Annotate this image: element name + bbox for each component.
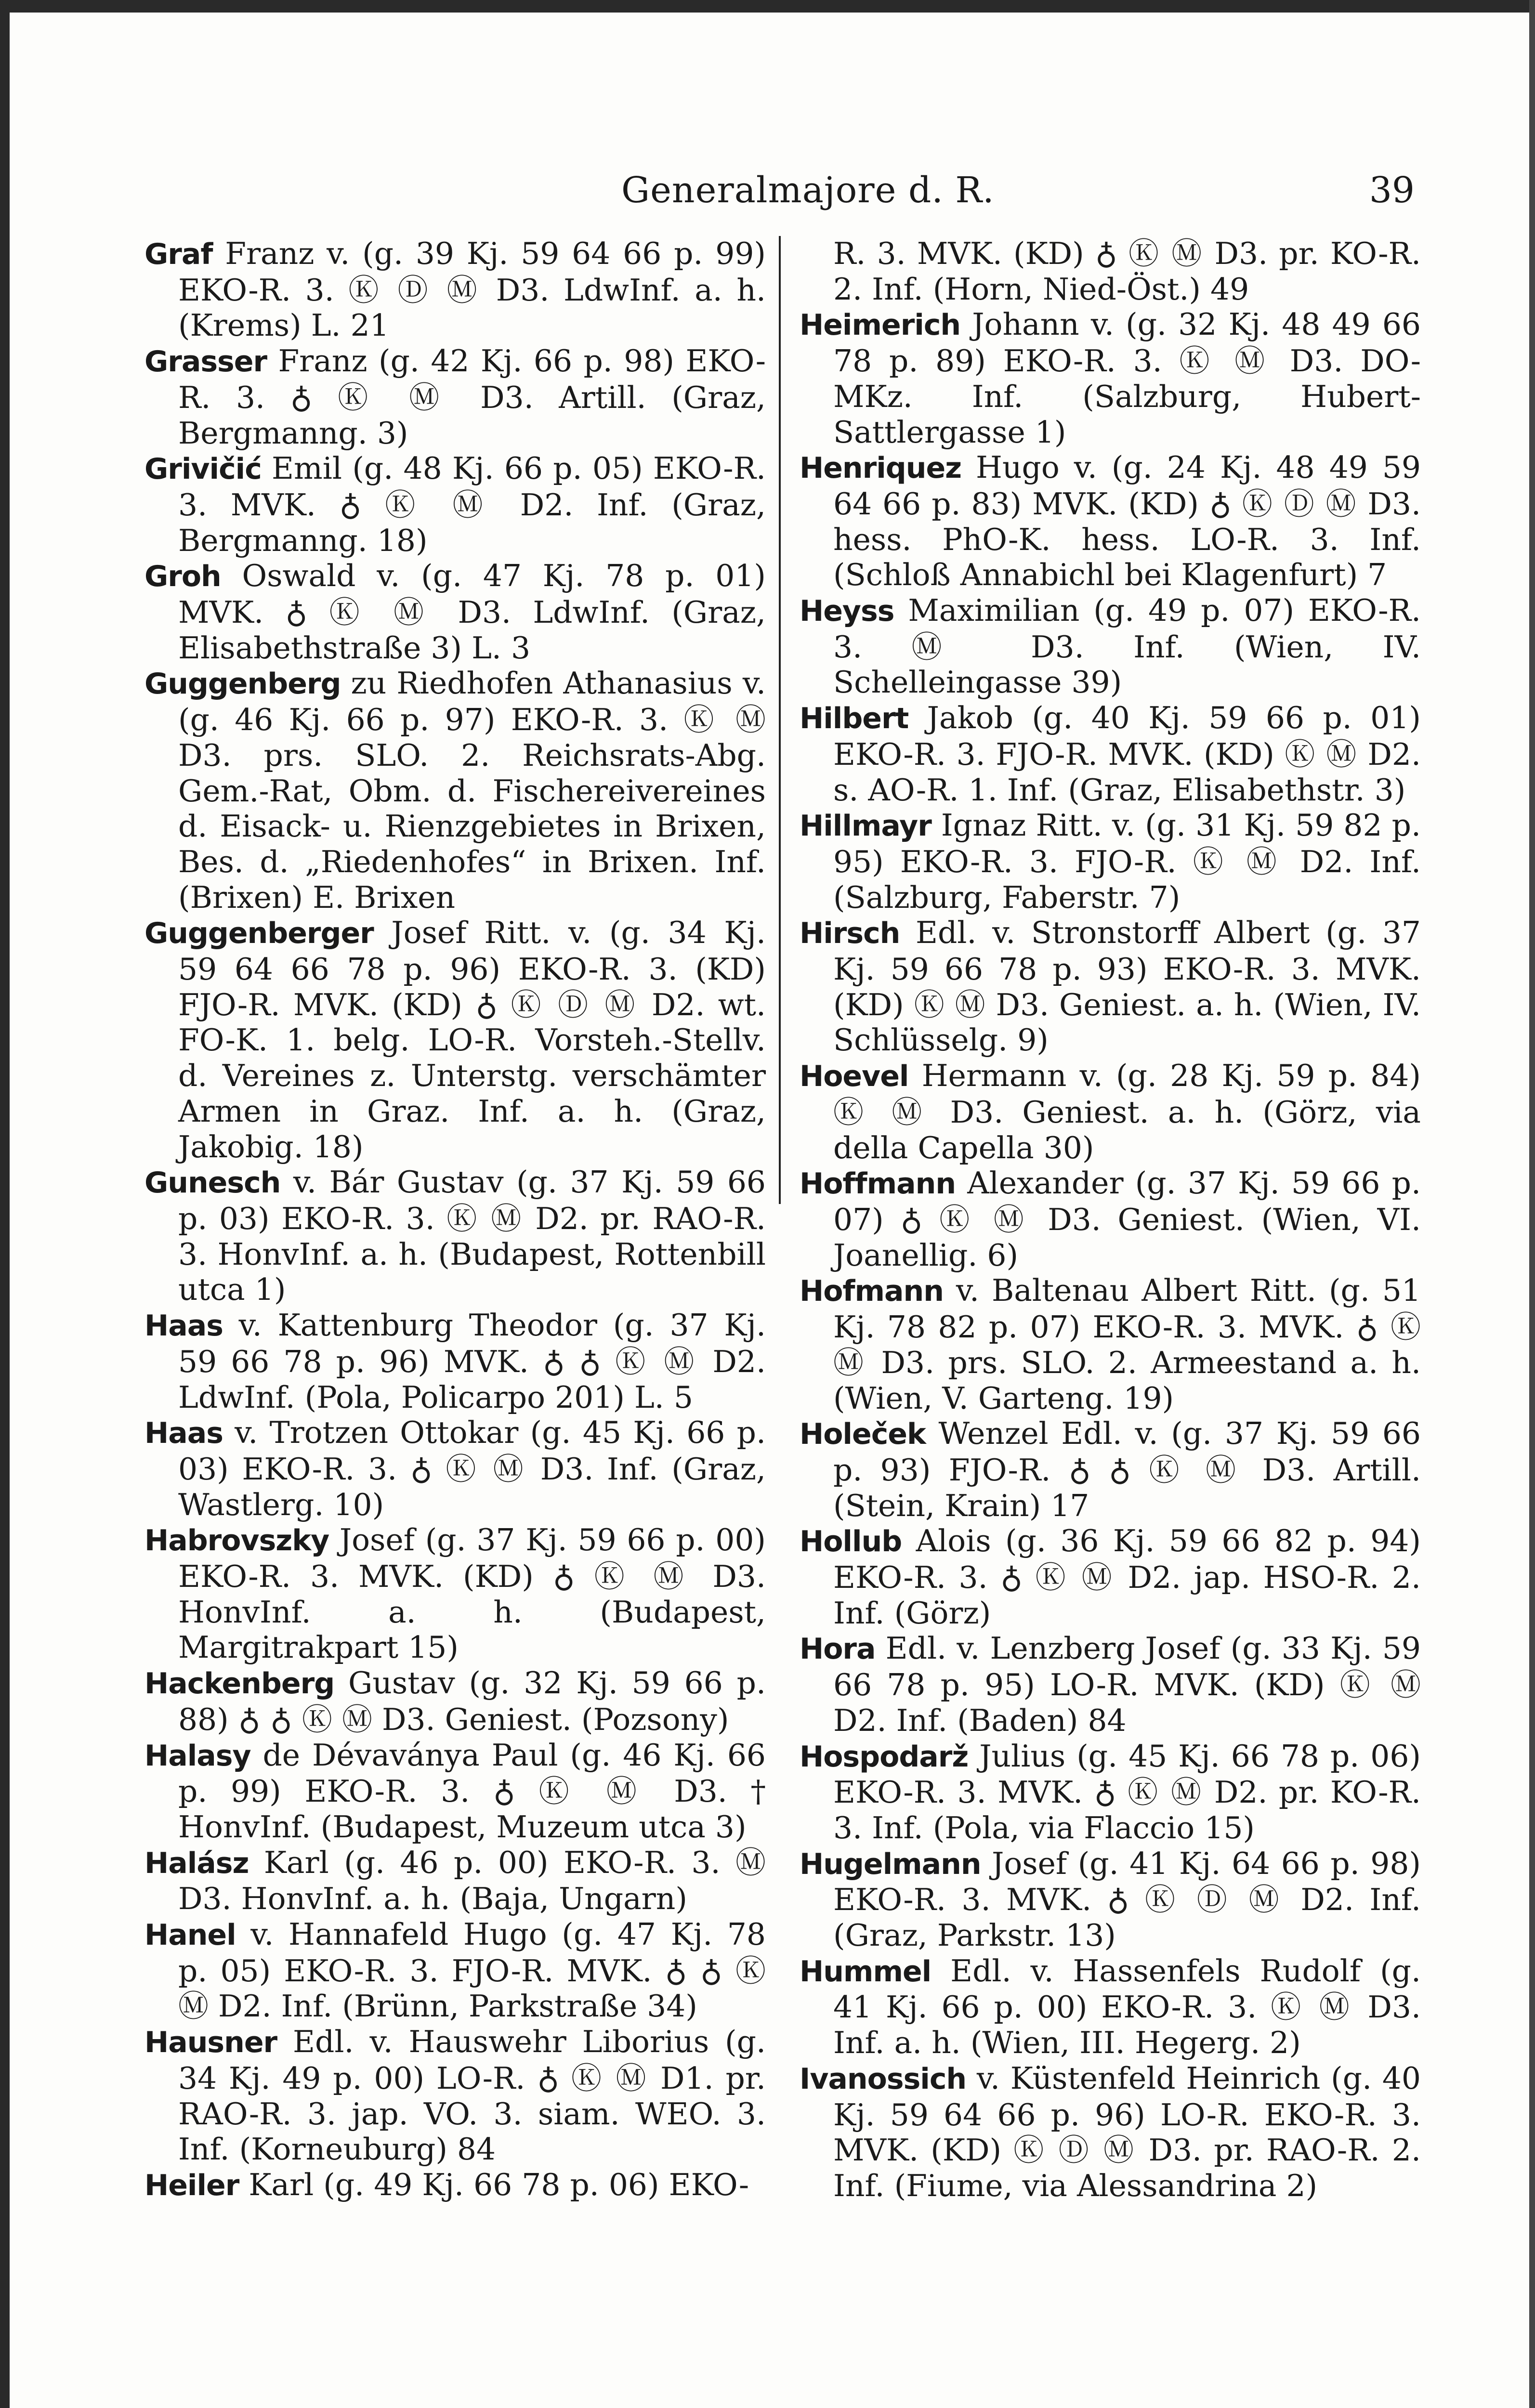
directory-entry (144, 1415, 766, 1522)
directory-entry (800, 1739, 1421, 1846)
directory-entry (800, 1953, 1421, 2061)
directory-entry (144, 343, 766, 451)
entry-surname: Holeček (800, 1417, 926, 1452)
entry-surname: Hackenberg (144, 1667, 335, 1701)
entry-surname: Gunesch (144, 1166, 281, 1200)
directory-entry (800, 450, 1421, 593)
directory-entry (144, 451, 766, 558)
entry-surname: Guggenberger (144, 916, 374, 951)
page-number: 39 (1369, 170, 1415, 211)
entry-surname: Hoffmann (800, 1167, 956, 1201)
directory-entry (144, 1308, 766, 1415)
directory-entry (800, 1273, 1421, 1416)
entry-details: Josef (g. 41 Kj. 64 66 p. 98) EKO-R. 3. MVK. ♁ Ⓚ Ⓓ Ⓜ D2. Inf. (Graz, Parkstr. 13) (833, 1845, 1421, 1953)
entry-details: R. 3. MVK. (KD) ♁ Ⓚ Ⓜ D3. pr. KO-R. 2. Inf. (Horn, Nied-Öst.) 49 (833, 236, 1421, 307)
scan-edge-right (1529, 0, 1535, 2408)
entry-surname: Hillmayr (800, 809, 931, 843)
entry-details: Edl. v. Hauswehr Liborius (g. 34 Kj. 49 p. 00) LO-R. ♁ Ⓚ Ⓜ D1. pr. RAO-R. 3. jap. VO. 3. siam. WEO. 3. Inf. (Korneuburg) 84 (178, 2024, 766, 2167)
right-column (800, 236, 1421, 2204)
entry-details: v. Baltenau Albert Ritt. (g. 51 Kj. 78 82 p. 07) EKO-R. 3. MVK. ♁ Ⓚ Ⓜ D3. prs. SLO. 2. Armeestand a. h. (Wien, V. Garteng. 19) (833, 1273, 1421, 1416)
entry-details: Hermann v. (g. 28 Kj. 59 p. 84) Ⓚ Ⓜ D3. Geniest. a. h. (Görz, via della Capella 30) (833, 1058, 1421, 1165)
entry-details: Josef Ritt. v. (g. 34 Kj. 59 64 66 78 p. 96) EKO-R. 3. (KD) FJO-R. MVK. (KD) ♁ Ⓚ Ⓓ Ⓜ D2. wt. FO-K. 1. belg. LO-R. Vorsteh.-Stellv. d. Vereines z. Unterstg. verschämter Armen in Graz. Inf. a. h. (Graz, Jakobig. 18) (178, 915, 766, 1165)
directory-entry (800, 1165, 1421, 1273)
entry-details: v. Kattenburg Theodor (g. 37 Kj. 59 66 78 p. 96) MVK. ♁ ♁ Ⓚ Ⓜ D2. LdwInf. (Pola, Policarpo 201) L. 5 (178, 1308, 766, 1415)
entry-surname: Grasser (144, 345, 267, 379)
left-column (144, 236, 766, 2204)
entry-details: Edl. v. Lenzberg Josef (g. 33 Kj. 59 66 78 p. 95) LO-R. MVK. (KD) Ⓚ Ⓜ D2. Inf. (Baden) 84 (833, 1631, 1421, 1738)
scan-edge-top (0, 0, 1535, 13)
entry-details: Ignaz Ritt. v. (g. 31 Kj. 59 82 p. 95) EKO-R. 3. FJO-R. Ⓚ Ⓜ D2. Inf. (Salzburg, Faberstr. 7) (833, 808, 1421, 915)
entry-surname: Habrovszky (144, 1524, 329, 1558)
entry-details: v. Bár Gustav (g. 37 Kj. 59 66 p. 03) EKO-R. 3. Ⓚ Ⓜ D2. pr. RAO-R. 3. HonvInf. a. h. (Budapest, Rottenbill utca 1) (178, 1165, 766, 1308)
directory-entry (144, 1665, 766, 1737)
entry-details: v. Trotzen Ottokar (g. 45 Kj. 66 p. 03) EKO-R. 3. ♁ Ⓚ Ⓜ D3. Inf. (Graz, Wastlerg. 10) (178, 1415, 766, 1522)
entry-details: Franz (g. 42 Kj. 66 p. 98) EKO-R. 3. ♁ Ⓚ Ⓜ D3. Artill. (Graz, Bergmanng. 3) (178, 343, 766, 451)
entry-details: Josef (g. 37 Kj. 59 66 p. 00) EKO-R. 3. MVK. (KD) ♁ Ⓚ Ⓜ D3. HonvInf. a. h. (Budapest, Margitrakpart 15) (178, 1522, 766, 1665)
directory-entry (144, 1917, 766, 2024)
entry-details: Wenzel Edl. v. (g. 37 Kj. 59 66 p. 93) FJO-R. ♁ ♁ Ⓚ Ⓜ D3. Artill. (Stein, Krain) 17 (833, 1416, 1421, 1523)
entry-details: Hugo v. (g. 24 Kj. 48 49 59 64 66 p. 83) MVK. (KD) ♁ Ⓚ Ⓓ Ⓜ D3. hess. PhO-K. hess. LO-R. 3. Inf. (Schloß Annabichl bei Klagenfurt) 7 (833, 450, 1421, 593)
entry-details: Jakob (g. 40 Kj. 59 66 p. 01) EKO-R. 3. FJO-R. MVK. (KD) Ⓚ Ⓜ D2. s. AO-R. 1. Inf. (Graz, Elisabethstr. 3) (833, 700, 1421, 808)
entry-surname: Grivičić (144, 452, 262, 486)
column-divider (779, 236, 781, 1204)
entry-details: zu Riedhofen Athanasius v. (g. 46 Kj. 66 p. 97) EKO-R. 3. Ⓚ Ⓜ D3. prs. SLO. 2. Reichsrats-Abg. Gem.-Rat, Obm. d. Fischereivereines d. Eisack- u. Rienzgebietes in Brixen, Bes. d. „Riedenhofes“ in Brixen. Inf. (Brixen) E. Brixen (178, 666, 766, 915)
entry-details: Emil (g. 48 Kj. 66 p. 05) EKO-R. 3. MVK. ♁ Ⓚ Ⓜ D2. Inf. (Graz, Bergmanng. 18) (178, 451, 766, 558)
entry-details: v. Hannafeld Hugo (g. 47 Kj. 78 p. 05) EKO-R. 3. FJO-R. MVK. ♁ ♁ Ⓚ Ⓜ D2. Inf. (Brünn, Parkstraße 34) (178, 1917, 766, 2024)
entry-surname: Hausner (144, 2026, 277, 2060)
entry-details: Maximilian (g. 49 p. 07) EKO-R. 3. Ⓜ D3. Inf. (Wien, IV. Schelleingasse 39) (833, 593, 1421, 700)
entry-surname: Ivanossich (800, 2062, 967, 2096)
entry-surname: Hoevel (800, 1060, 909, 1094)
directory-entry (144, 1738, 766, 1845)
entry-surname: Groh (144, 560, 221, 594)
directory-entry (144, 236, 766, 343)
entry-surname: Hofmann (800, 1274, 944, 1309)
directory-entry (800, 2061, 1421, 2204)
entry-surname: Hugelmann (800, 1847, 981, 1881)
entry-surname: Haas (144, 1416, 223, 1451)
directory-entry (800, 1058, 1421, 1165)
scan-edge-left (0, 0, 10, 2408)
entry-surname: Heimerich (800, 308, 961, 342)
entry-surname: Heyss (800, 594, 894, 628)
entry-details: v. Küstenfeld Heinrich (g. 40 Kj. 59 64 66 p. 96) LO-R. EKO-R. 3. MVK. (KD) Ⓚ Ⓓ Ⓜ D3. pr. RAO-R. 2. Inf. (Fiume, via Alessandrina 2) (833, 2060, 1421, 2203)
directory-entry (144, 2167, 766, 2204)
entry-surname: Hora (800, 1632, 876, 1666)
directory-entry (144, 666, 766, 915)
entry-surname: Hospodarž (800, 1740, 969, 1774)
directory-entry (800, 1846, 1421, 1953)
directory-entry (800, 307, 1421, 450)
entry-details: Julius (g. 45 Kj. 66 78 p. 06) EKO-R. 3. MVK. ♁ Ⓚ Ⓜ D2. pr. KO-R. 3. Inf. (Pola, via Flaccio 15) (833, 1738, 1421, 1845)
entry-details: Gustav (g. 32 Kj. 59 66 p. 88) ♁ ♁ Ⓚ Ⓜ D3. Geniest. (Pozsony) (178, 1665, 766, 1737)
directory-entry (144, 558, 766, 666)
entry-details: Oswald v. (g. 47 Kj. 78 p. 01) MVK. ♁ Ⓚ Ⓜ D3. LdwInf. (Graz, Elisabethstraße 3) L. 3 (178, 558, 766, 666)
directory-entry (144, 1165, 766, 1308)
directory-entry (144, 1845, 766, 1917)
entry-details: Alexander (g. 37 Kj. 59 66 p. 07) ♁ Ⓚ Ⓜ D3. Geniest. (Wien, VI. Joanellig. 6) (833, 1165, 1421, 1273)
entry-surname: Halasy (144, 1739, 251, 1773)
entry-details: Karl (g. 46 p. 00) EKO-R. 3. Ⓜ D3. HonvInf. a. h. (Baja, Ungarn) (178, 1845, 766, 1917)
directory-entry (800, 1523, 1421, 1631)
directory-entry (800, 700, 1421, 808)
directory-entry (144, 2024, 766, 2167)
entry-details: Edl. v. Hassenfels Rudolf (g. 41 Kj. 66 p. 00) EKO-R. 3. Ⓚ Ⓜ D3. Inf. a. h. (Wien, III. Hegerg. 2) (833, 1953, 1421, 2061)
directory-entry (800, 1631, 1421, 1738)
entry-details: Edl. v. Stronstorff Albert (g. 37 Kj. 59 66 78 p. 93) EKO-R. 3. MVK. (KD) Ⓚ Ⓜ D3. Geniest. a. h. (Wien, IV. Schlüsselg. 9) (833, 915, 1421, 1058)
directory-entry (800, 808, 1421, 915)
entry-details: de Dévaványa Paul (g. 46 Kj. 66 p. 99) EKO-R. 3. ♁ Ⓚ Ⓜ D3. † HonvInf. (Budapest, Muzeum utca 3) (178, 1737, 766, 1845)
directory-entry (144, 915, 766, 1165)
directory-entry (800, 1416, 1421, 1523)
entry-surname: Graf (144, 237, 213, 271)
entry-details: Alois (g. 36 Kj. 59 66 82 p. 94) EKO-R. 3. ♁ Ⓚ Ⓜ D2. jap. HSO-R. 2. Inf. (Görz) (833, 1523, 1421, 1631)
directory-entry (144, 1522, 766, 1665)
entry-surname: Henriquez (800, 451, 962, 485)
entry-surname: Hirsch (800, 916, 900, 951)
entry-surname: Guggenberg (144, 667, 341, 701)
directory-entry (800, 236, 1421, 307)
entry-details: Franz v. (g. 39 Kj. 59 64 66 p. 99) EKO-R. 3. Ⓚ Ⓓ Ⓜ D3. LdwInf. a. h. (Krems) L. 21 (178, 236, 766, 343)
directory-entry (800, 915, 1421, 1058)
entry-surname: Hilbert (800, 702, 909, 736)
entry-surname: Halász (144, 1846, 249, 1880)
entry-surname: Haas (144, 1309, 223, 1343)
entry-surname: Hollub (800, 1525, 902, 1559)
running-head: Generalmajore d. R. (621, 170, 995, 211)
entry-details: Johann v. (g. 32 Kj. 48 49 66 78 p. 89) EKO-R. 3. Ⓚ Ⓜ D3. DO-MKz. Inf. (Salzburg, Hubert-Sattlergasse 1) (833, 307, 1421, 450)
entry-surname: Heiler (144, 2168, 239, 2202)
entry-details: Karl (g. 49 Kj. 66 78 p. 06) EKO- (239, 2167, 749, 2202)
directory-entry (800, 593, 1421, 700)
entry-surname: Hanel (144, 1918, 236, 1952)
entry-surname: Hummel (800, 1954, 931, 1989)
